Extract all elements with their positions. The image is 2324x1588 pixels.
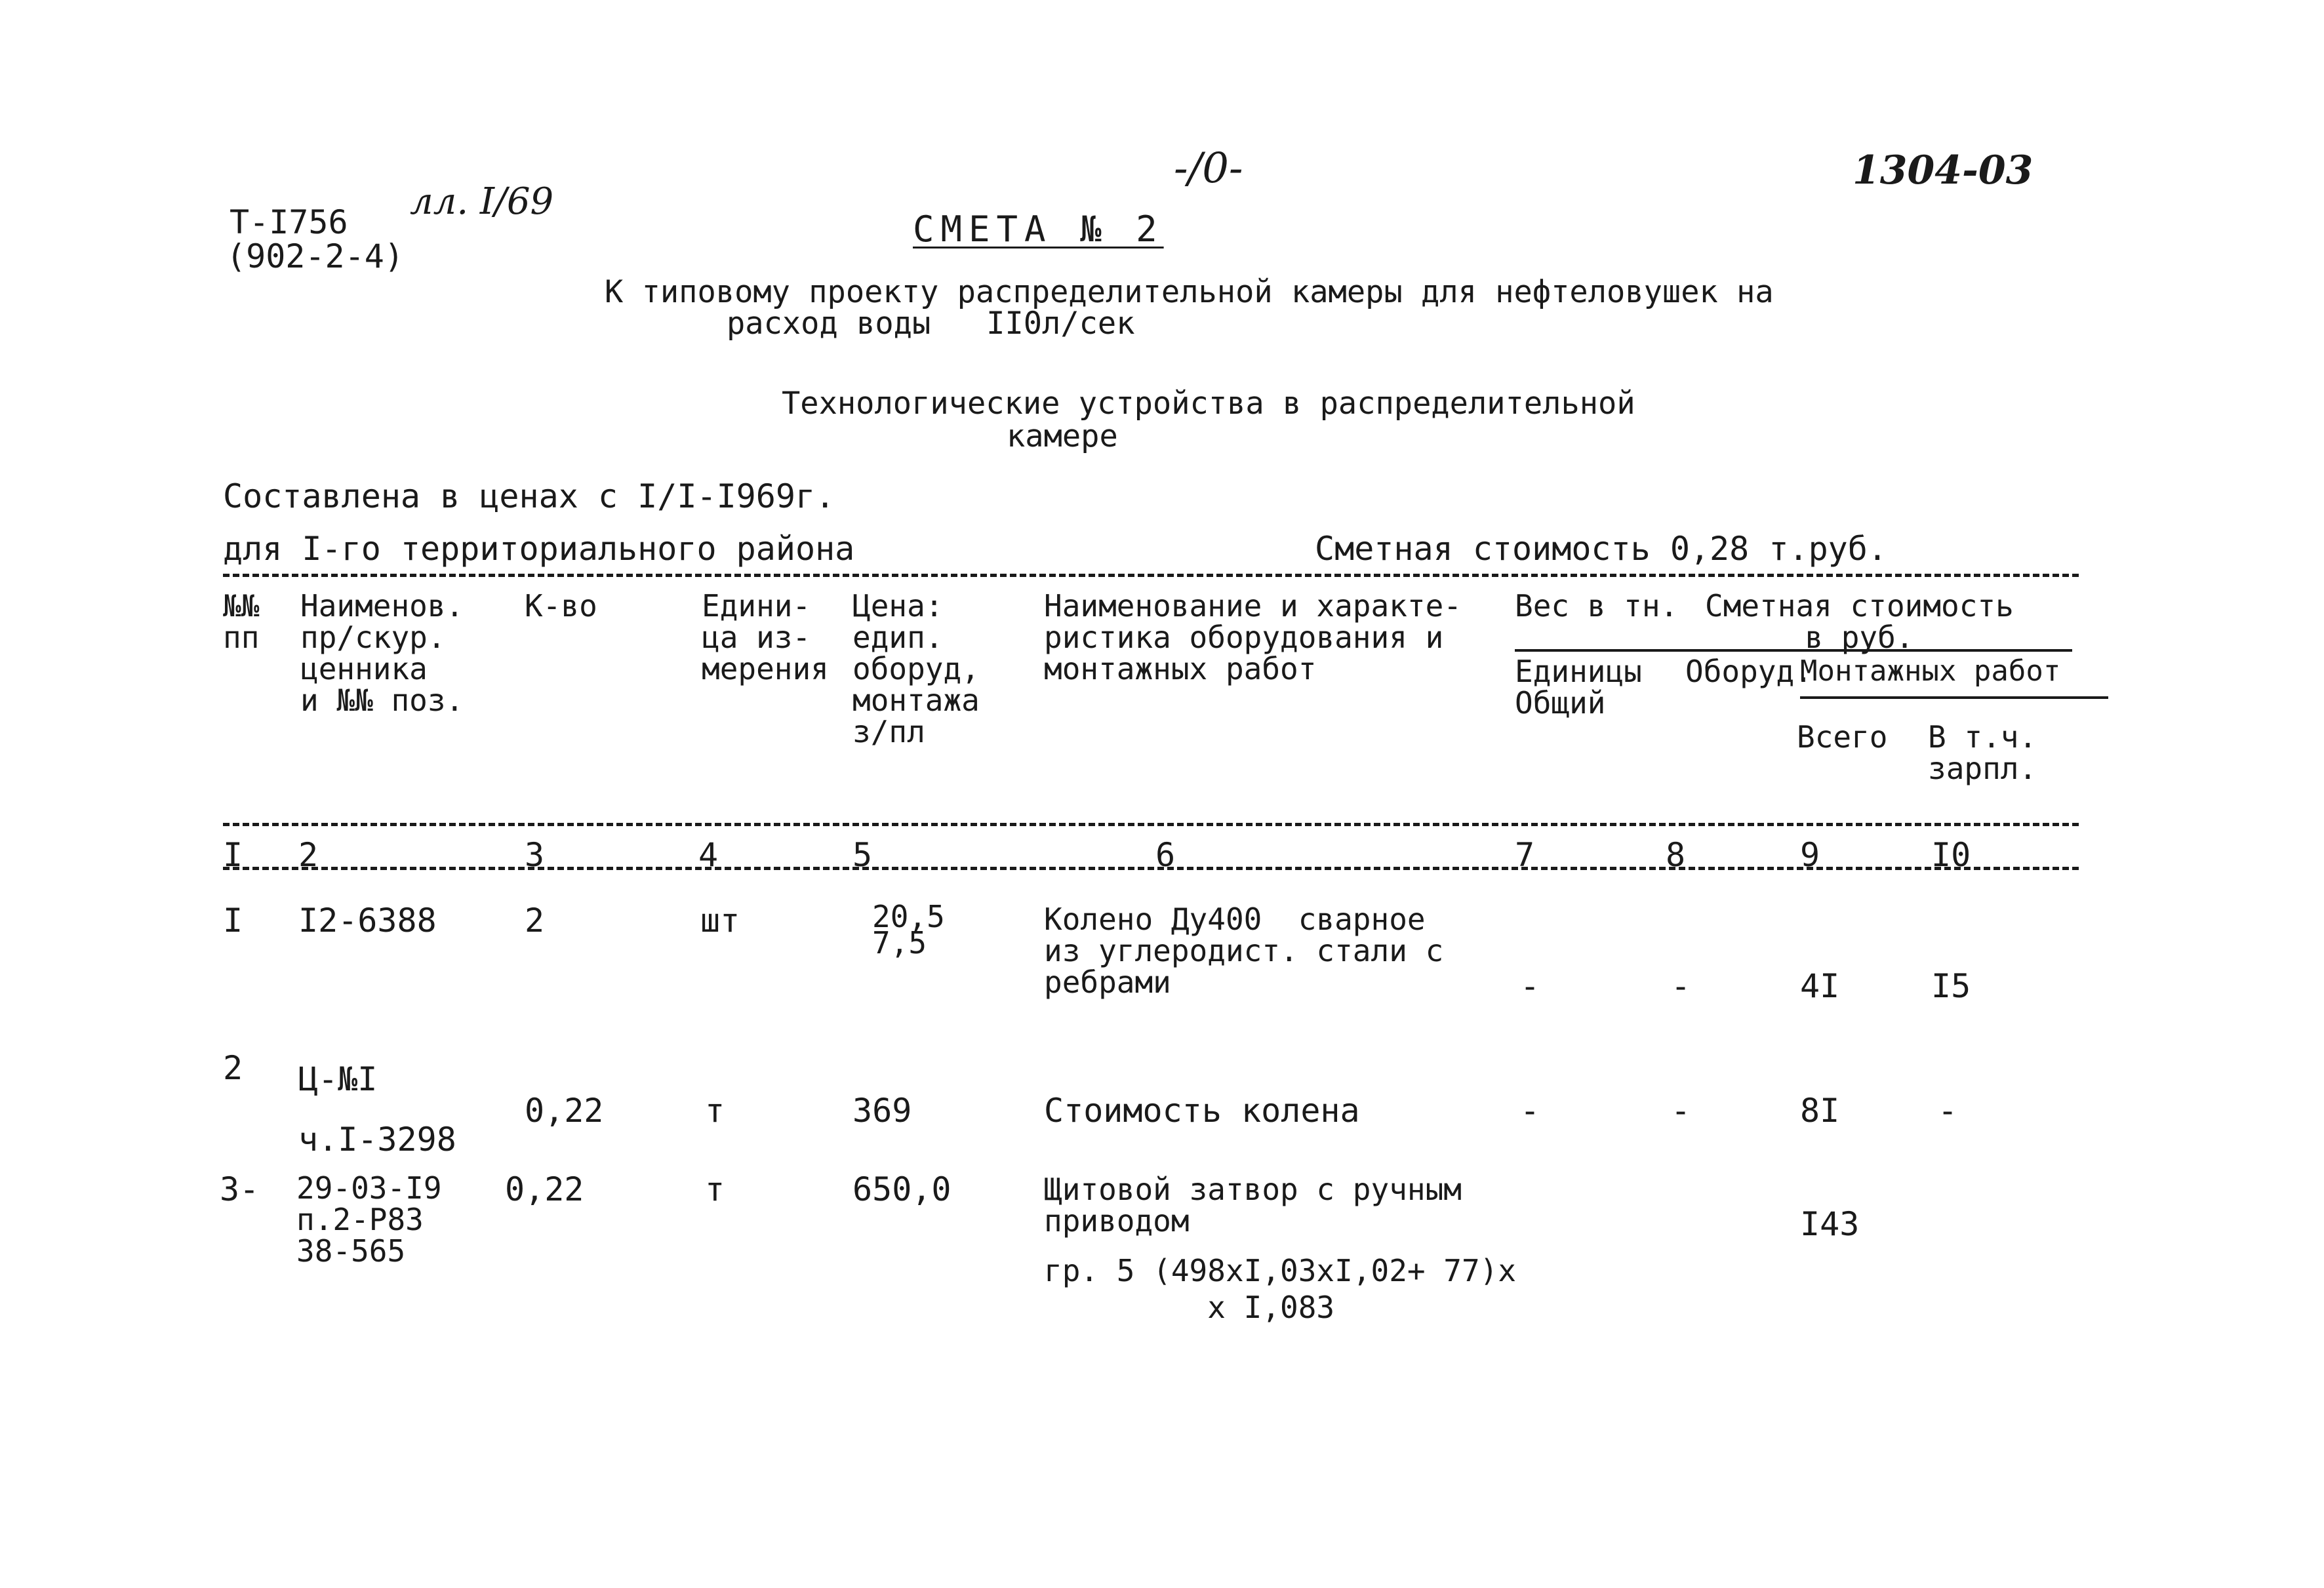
header-name: Наименов. пр/скур. ценника и №№ поз. (300, 588, 464, 718)
row3-unit: т (705, 1170, 725, 1208)
header-cost: Сметная стоимость в руб. (1705, 588, 2014, 655)
header-bottom-rule (223, 823, 2079, 826)
section-line1: Технологические устройства в распределительной (782, 386, 1635, 422)
row2-num: 2 (223, 1049, 243, 1087)
colnum-9: 9 (1800, 836, 1820, 874)
row3-price: 650,0 (852, 1170, 952, 1208)
row3-total: I43 (1800, 1205, 1860, 1243)
subtitle-line1: К типовому проекту распределительной камеры для нефтеловушек на (605, 274, 1774, 310)
header-desc: Наименование и характе- ристика оборудования и монтажных работ (1044, 588, 1462, 686)
handwritten-ref: лл. I/69 (410, 180, 554, 223)
doc-code: Т-I756 (230, 203, 348, 241)
row1-num: I (223, 902, 243, 940)
colnum-5: 5 (852, 836, 873, 874)
row1-weight: - (1520, 967, 1540, 1005)
colnum-6: 6 (1155, 836, 1176, 874)
row2-equip: - (1671, 1092, 1691, 1130)
header-equip: Оборуд. (1685, 654, 1813, 689)
page-number: -/0- (1174, 144, 1243, 193)
row1-price: 20,5 7,5 (872, 899, 945, 961)
row1-wage: I5 (1931, 967, 1971, 1005)
install-underline (1800, 696, 2108, 699)
section-line2: камере (1007, 418, 1118, 454)
row2-weight: - (1520, 1092, 1540, 1130)
row2-unit: т (705, 1092, 725, 1130)
row1-code: I2-6388 (298, 902, 437, 940)
header-weight-units: Единицы Общий (1515, 654, 1642, 721)
table-top-rule (223, 574, 2079, 577)
row2-price: 369 (852, 1092, 912, 1130)
row1-qty: 2 (525, 902, 545, 940)
row2-wage: - (1938, 1092, 1958, 1130)
header-weight: Вес в тн. (1515, 588, 1679, 624)
row1-desc: Колено Ду400 сварное из углеродист. стали с ребрами (1044, 902, 1444, 1000)
doc-number: 1304-03 (1853, 148, 2034, 193)
colnum-3: 3 (525, 836, 545, 874)
colnum-8: 8 (1666, 836, 1686, 874)
colnum-2: 2 (298, 836, 319, 874)
colnum-10: I0 (1931, 836, 1971, 874)
colnum-4: 4 (698, 836, 719, 874)
colnum-1: I (223, 836, 243, 874)
row1-equip: - (1671, 967, 1691, 1005)
header-num: №№ пп (223, 588, 260, 655)
row2-qty: 0,22 (525, 1092, 604, 1130)
row2-code: Ц-№I ч.I-3298 (298, 1060, 456, 1159)
prices-basis: Составлена в ценах с I/I-I969г. (223, 477, 835, 515)
row3-formula: гр. 5 (498xI,03xI,02+ 77)x x I,083 (1044, 1253, 1517, 1325)
row1-unit: шт (700, 902, 740, 940)
estimated-cost: Сметная стоимость 0,28 т.руб. (1315, 530, 1887, 568)
header-wage: В т.ч. зарпл. (1928, 719, 2037, 786)
header-unit: Едини- ца из- мерения (702, 588, 829, 686)
header-install: Монтажных работ (1800, 654, 2061, 688)
row2-total: 8I (1800, 1092, 1840, 1130)
row1-total: 4I (1800, 967, 1840, 1005)
row3-code: 29-03-I9 п.2-Р83 38-565 (296, 1170, 442, 1269)
header-qty: К-во (525, 588, 597, 624)
row3-desc: Щитовой затвор с ручным приводом (1044, 1172, 1462, 1239)
smeta-title: СМЕТА № 2 (913, 208, 1164, 250)
colnum-7: 7 (1515, 836, 1535, 874)
header-price: Цена: едип. оборуд, монтажа з/пл (852, 588, 980, 749)
row3-num: 3- (220, 1170, 260, 1208)
subtitle-line2: расход воды II0л/сек (727, 306, 1135, 342)
project-code: (902-2-4) (226, 237, 404, 275)
region: для I-го территориального района (223, 530, 855, 568)
row3-qty: 0,22 (505, 1170, 584, 1208)
header-total: Всего (1797, 719, 1888, 755)
row2-desc: Стоимость колена (1044, 1092, 1360, 1130)
